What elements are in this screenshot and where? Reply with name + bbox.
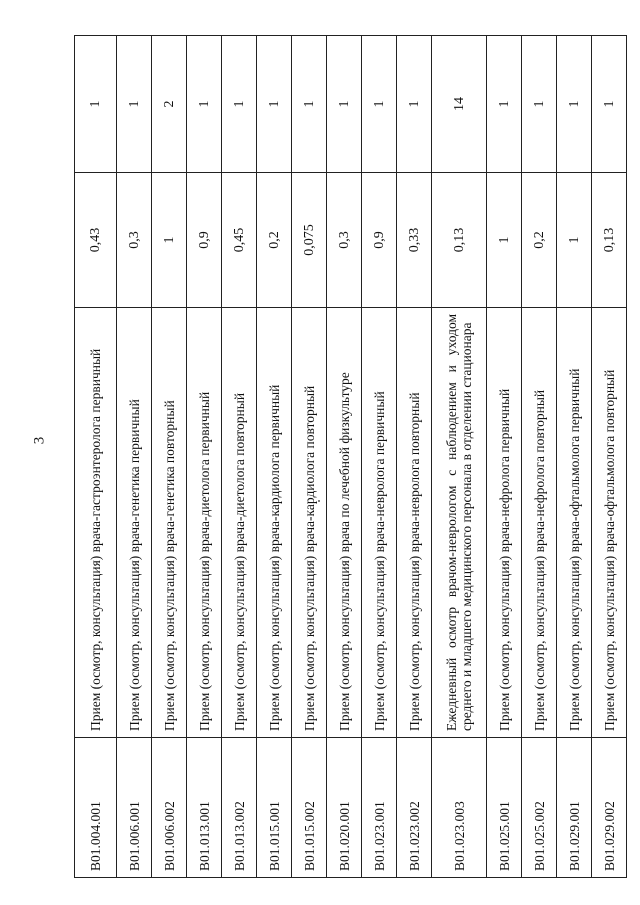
services-table-body <box>75 36 627 878</box>
multiplicity-cell: 1 <box>257 36 292 173</box>
service-name-cell: Прием (осмотр, консультация) врача-невролога повторный <box>397 308 432 738</box>
rotated-table-content <box>74 36 617 878</box>
multiplicity-cell: 1 <box>522 36 557 173</box>
multiplicity-cell: 1 <box>397 36 432 173</box>
multiplicity-cell: 1 <box>187 36 222 173</box>
service-code-cell: B01.023.001 <box>362 738 397 878</box>
table-row <box>75 36 117 878</box>
scan-speck <box>318 500 320 502</box>
table-row <box>327 36 362 878</box>
service-code-cell: B01.023.003 <box>432 738 487 878</box>
multiplicity-cell: 1 <box>327 36 362 173</box>
table-row <box>397 36 432 878</box>
service-name-cell: Прием (осмотр, консультация) врача-диетолога первичный <box>187 308 222 738</box>
frequency-coefficient-cell: 1 <box>557 173 592 308</box>
service-code-cell: B01.029.002 <box>592 738 627 878</box>
service-code-cell: B01.004.001 <box>75 738 117 878</box>
table-row <box>557 36 592 878</box>
frequency-coefficient-cell: 1 <box>152 173 187 308</box>
service-name-cell: Прием (осмотр, консультация) врача-офтальмолога повторный <box>592 308 627 738</box>
multiplicity-cell: 1 <box>292 36 327 173</box>
service-name-cell: Прием (осмотр, консультация) врача-невролога первичный <box>362 308 397 738</box>
service-name-cell: Прием (осмотр, консультация) врача-кардиолога первичный <box>257 308 292 738</box>
multiplicity-cell: 1 <box>75 36 117 173</box>
service-code-cell: B01.025.001 <box>487 738 522 878</box>
table-row <box>117 36 152 878</box>
frequency-coefficient-cell: 0,3 <box>327 173 362 308</box>
service-code-cell: B01.020.001 <box>327 738 362 878</box>
frequency-coefficient-cell: 0,43 <box>75 173 117 308</box>
frequency-coefficient-cell: 0,2 <box>257 173 292 308</box>
service-name-cell: Прием (осмотр, консультация) врача-кардиолога повторный <box>292 308 327 738</box>
multiplicity-cell: 2 <box>152 36 187 173</box>
table-row <box>487 36 522 878</box>
service-name-cell: Прием (осмотр, консультация) врача-диетолога повторный <box>222 308 257 738</box>
service-name-cell: Прием (осмотр, консультация) врача-офтальмолога первичный <box>557 308 592 738</box>
table-row <box>522 36 557 878</box>
service-code-cell: B01.015.001 <box>257 738 292 878</box>
page-number: 3 <box>31 436 48 445</box>
service-code-cell: B01.023.002 <box>397 738 432 878</box>
multiplicity-cell: 1 <box>117 36 152 173</box>
table-row <box>592 36 627 878</box>
multiplicity-cell: 1 <box>222 36 257 173</box>
frequency-coefficient-cell: 0,3 <box>117 173 152 308</box>
service-name-cell: Прием (осмотр, консультация) врача-нефролога повторный <box>522 308 557 738</box>
frequency-coefficient-cell: 0,9 <box>362 173 397 308</box>
multiplicity-cell: 1 <box>362 36 397 173</box>
multiplicity-cell: 1 <box>487 36 522 173</box>
multiplicity-cell: 14 <box>432 36 487 173</box>
service-name-cell: Ежедневный осмотр врачом-неврологом с наблюдением и уходом среднего и младшего медицинского персонала в отделении стационара <box>432 308 487 738</box>
frequency-coefficient-cell: 0,33 <box>397 173 432 308</box>
table-row <box>152 36 187 878</box>
frequency-coefficient-cell: 0,9 <box>187 173 222 308</box>
table-row <box>432 36 487 878</box>
rotated-table-frame <box>74 36 617 878</box>
table-row <box>222 36 257 878</box>
frequency-coefficient-cell: 0,075 <box>292 173 327 308</box>
service-code-cell: B01.006.002 <box>152 738 187 878</box>
frequency-coefficient-cell: 0,13 <box>592 173 627 308</box>
service-code-cell: B01.029.001 <box>557 738 592 878</box>
service-name-cell: Прием (осмотр, консультация) врача-нефролога первичный <box>487 308 522 738</box>
frequency-coefficient-cell: 0,13 <box>432 173 487 308</box>
service-code-cell: B01.006.001 <box>117 738 152 878</box>
table-row <box>187 36 222 878</box>
service-code-cell: B01.013.002 <box>222 738 257 878</box>
table-row <box>257 36 292 878</box>
table-row <box>362 36 397 878</box>
service-name-cell: Прием (осмотр, консультация) врача-генетика первичный <box>117 308 152 738</box>
frequency-coefficient-cell: 1 <box>487 173 522 308</box>
services-table <box>74 35 627 878</box>
multiplicity-cell: 1 <box>557 36 592 173</box>
frequency-coefficient-cell: 0,2 <box>522 173 557 308</box>
service-name-cell: Прием (осмотр, консультация) врача по лечебной физкультуре <box>327 308 362 738</box>
table-row <box>292 36 327 878</box>
service-code-cell: B01.015.002 <box>292 738 327 878</box>
frequency-coefficient-cell: 0,45 <box>222 173 257 308</box>
service-name-cell: Прием (осмотр, консультация) врача-генетика повторный <box>152 308 187 738</box>
service-name-cell: Прием (осмотр, консультация) врача-гастроэнтеролога первичный <box>75 308 117 738</box>
service-code-cell: B01.013.001 <box>187 738 222 878</box>
service-code-cell: B01.025.002 <box>522 738 557 878</box>
multiplicity-cell: 1 <box>592 36 627 173</box>
